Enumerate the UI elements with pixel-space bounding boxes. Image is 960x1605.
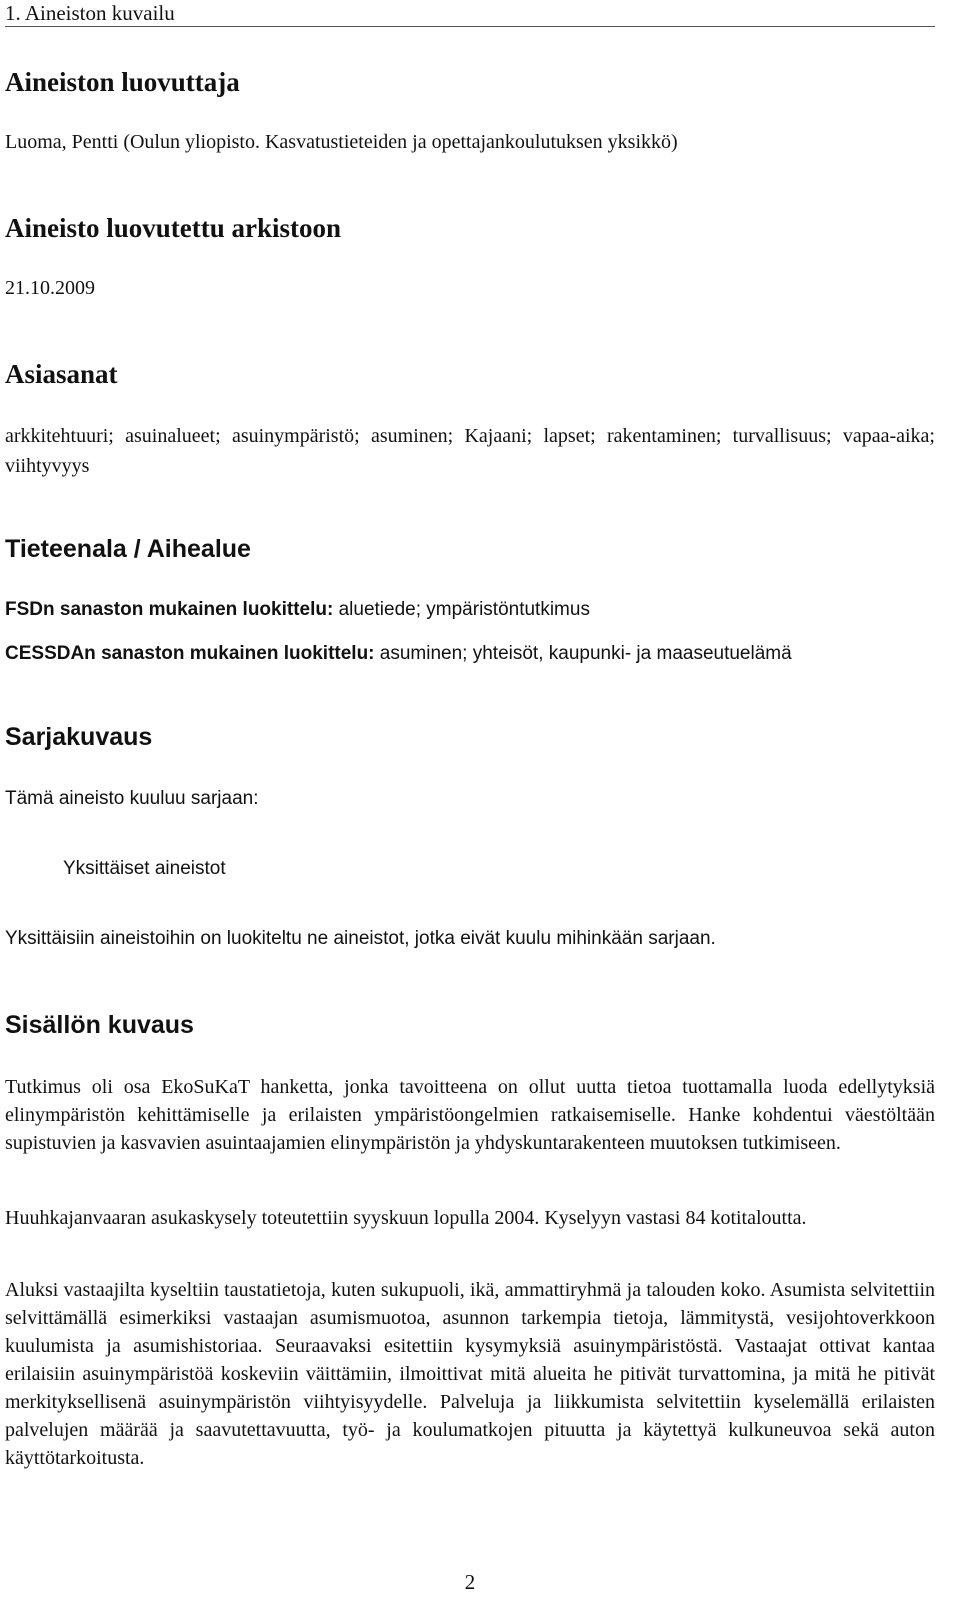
section-number: 1. — [5, 1, 21, 25]
content-heading: Sisällön kuvaus — [5, 1011, 194, 1039]
archived-heading: Aineisto luovutettu arkistoon — [5, 213, 342, 243]
section-header — [5, 0, 935, 27]
cessda-classification — [5, 640, 935, 668]
series-name: Yksittäiset aineistot — [63, 858, 226, 879]
series-description: Yksittäisiin aineistoihin on luokiteltu ne aineistot, jotka eivät kuulu mihinkään sarjaan. — [5, 928, 716, 949]
content-paragraph-3: Aluksi vastaajilta kyseltiin taustatietoja, kuten sukupuoli, ikä, ammattiryhmä ja talouden koko. Asumista selvitettiin selvittämällä esimerkiksi vastaajan asumismuotoa, asunnon tarkempia tietoja, lämmitystä, vesijohtoverkkoon kuulumista ja asumishistoriaa. Seuraavaksi esitettiin kysymyksiä asuinympäristöstä. Vastaajat ottivat kantaa erilaisiin asuinympäristöä koskeviin väittämiin, ilmoittivat mitä alueita he pitivät turvattomina, ja mitä he pitivät merkityksellisenä asuinympäristön viihtyisyydelle. Palveluja ja liikkumista selvitettiin kyselemällä erilaisten palvelujen määrää ja saavutettavuutta, työ- ja koulumatkojen pituutta ja käytettyä kulkuneuvoa sekä auton käyttötarkoitusta. — [5, 1279, 935, 1469]
provider-value: Luoma, Pentti (Oulun yliopisto. Kasvatustieteiden ja opettajankoulutuksen yksikkö) — [5, 131, 678, 153]
keywords-heading: Asiasanat — [5, 359, 118, 389]
page-number: 2 — [464, 1570, 476, 1594]
section-title: Aineiston kuvailu — [24, 1, 175, 25]
fsd-value: aluetiede; ympäristöntutkimus — [338, 599, 590, 620]
cessda-label: CESSDAn sanaston mukainen luokittelu: — [5, 643, 375, 664]
keywords-value: arkkitehtuuri; asuinalueet; asuinympäristö; asuminen; Kajaani; lapset; rakentaminen; turvallisuus; vapaa-aika; viihtyvyys — [5, 425, 935, 477]
field-heading: Tieteenala / Aihealue — [5, 535, 251, 563]
series-heading: Sarjakuvaus — [5, 723, 153, 751]
content-paragraph-2: Huuhkajanvaaran asukaskysely toteutettiin syyskuun lopulla 2004. Kyselyyn vastasi 84 kotitaloutta. — [5, 1207, 807, 1229]
provider-heading: Aineiston luovuttaja — [5, 67, 240, 97]
fsd-label: FSDn sanaston mukainen luokittelu: — [5, 599, 334, 620]
series-intro: Tämä aineisto kuuluu sarjaan: — [5, 788, 259, 809]
content-paragraph-1: Tutkimus oli osa EkoSuKaT hanketta, jonka tavoitteena on ollut uutta tietoa tuottamalla luoda edellytyksiä elinympäristön kehittämiselle ja erilaisten ympäristöongelmien ratkaisemiselle. Hanke kohdentui väestöltään supistuvien ja kasvavien asuintaajamien elinympäristön ja yhdyskuntarakenteen muutoksen tutkimiseen. — [5, 1076, 935, 1154]
archived-date: 21.10.2009 — [5, 277, 95, 299]
cessda-value: asuminen; yhteisöt, kaupunki- ja maaseutuelämä — [379, 643, 792, 664]
fsd-classification — [5, 596, 935, 624]
